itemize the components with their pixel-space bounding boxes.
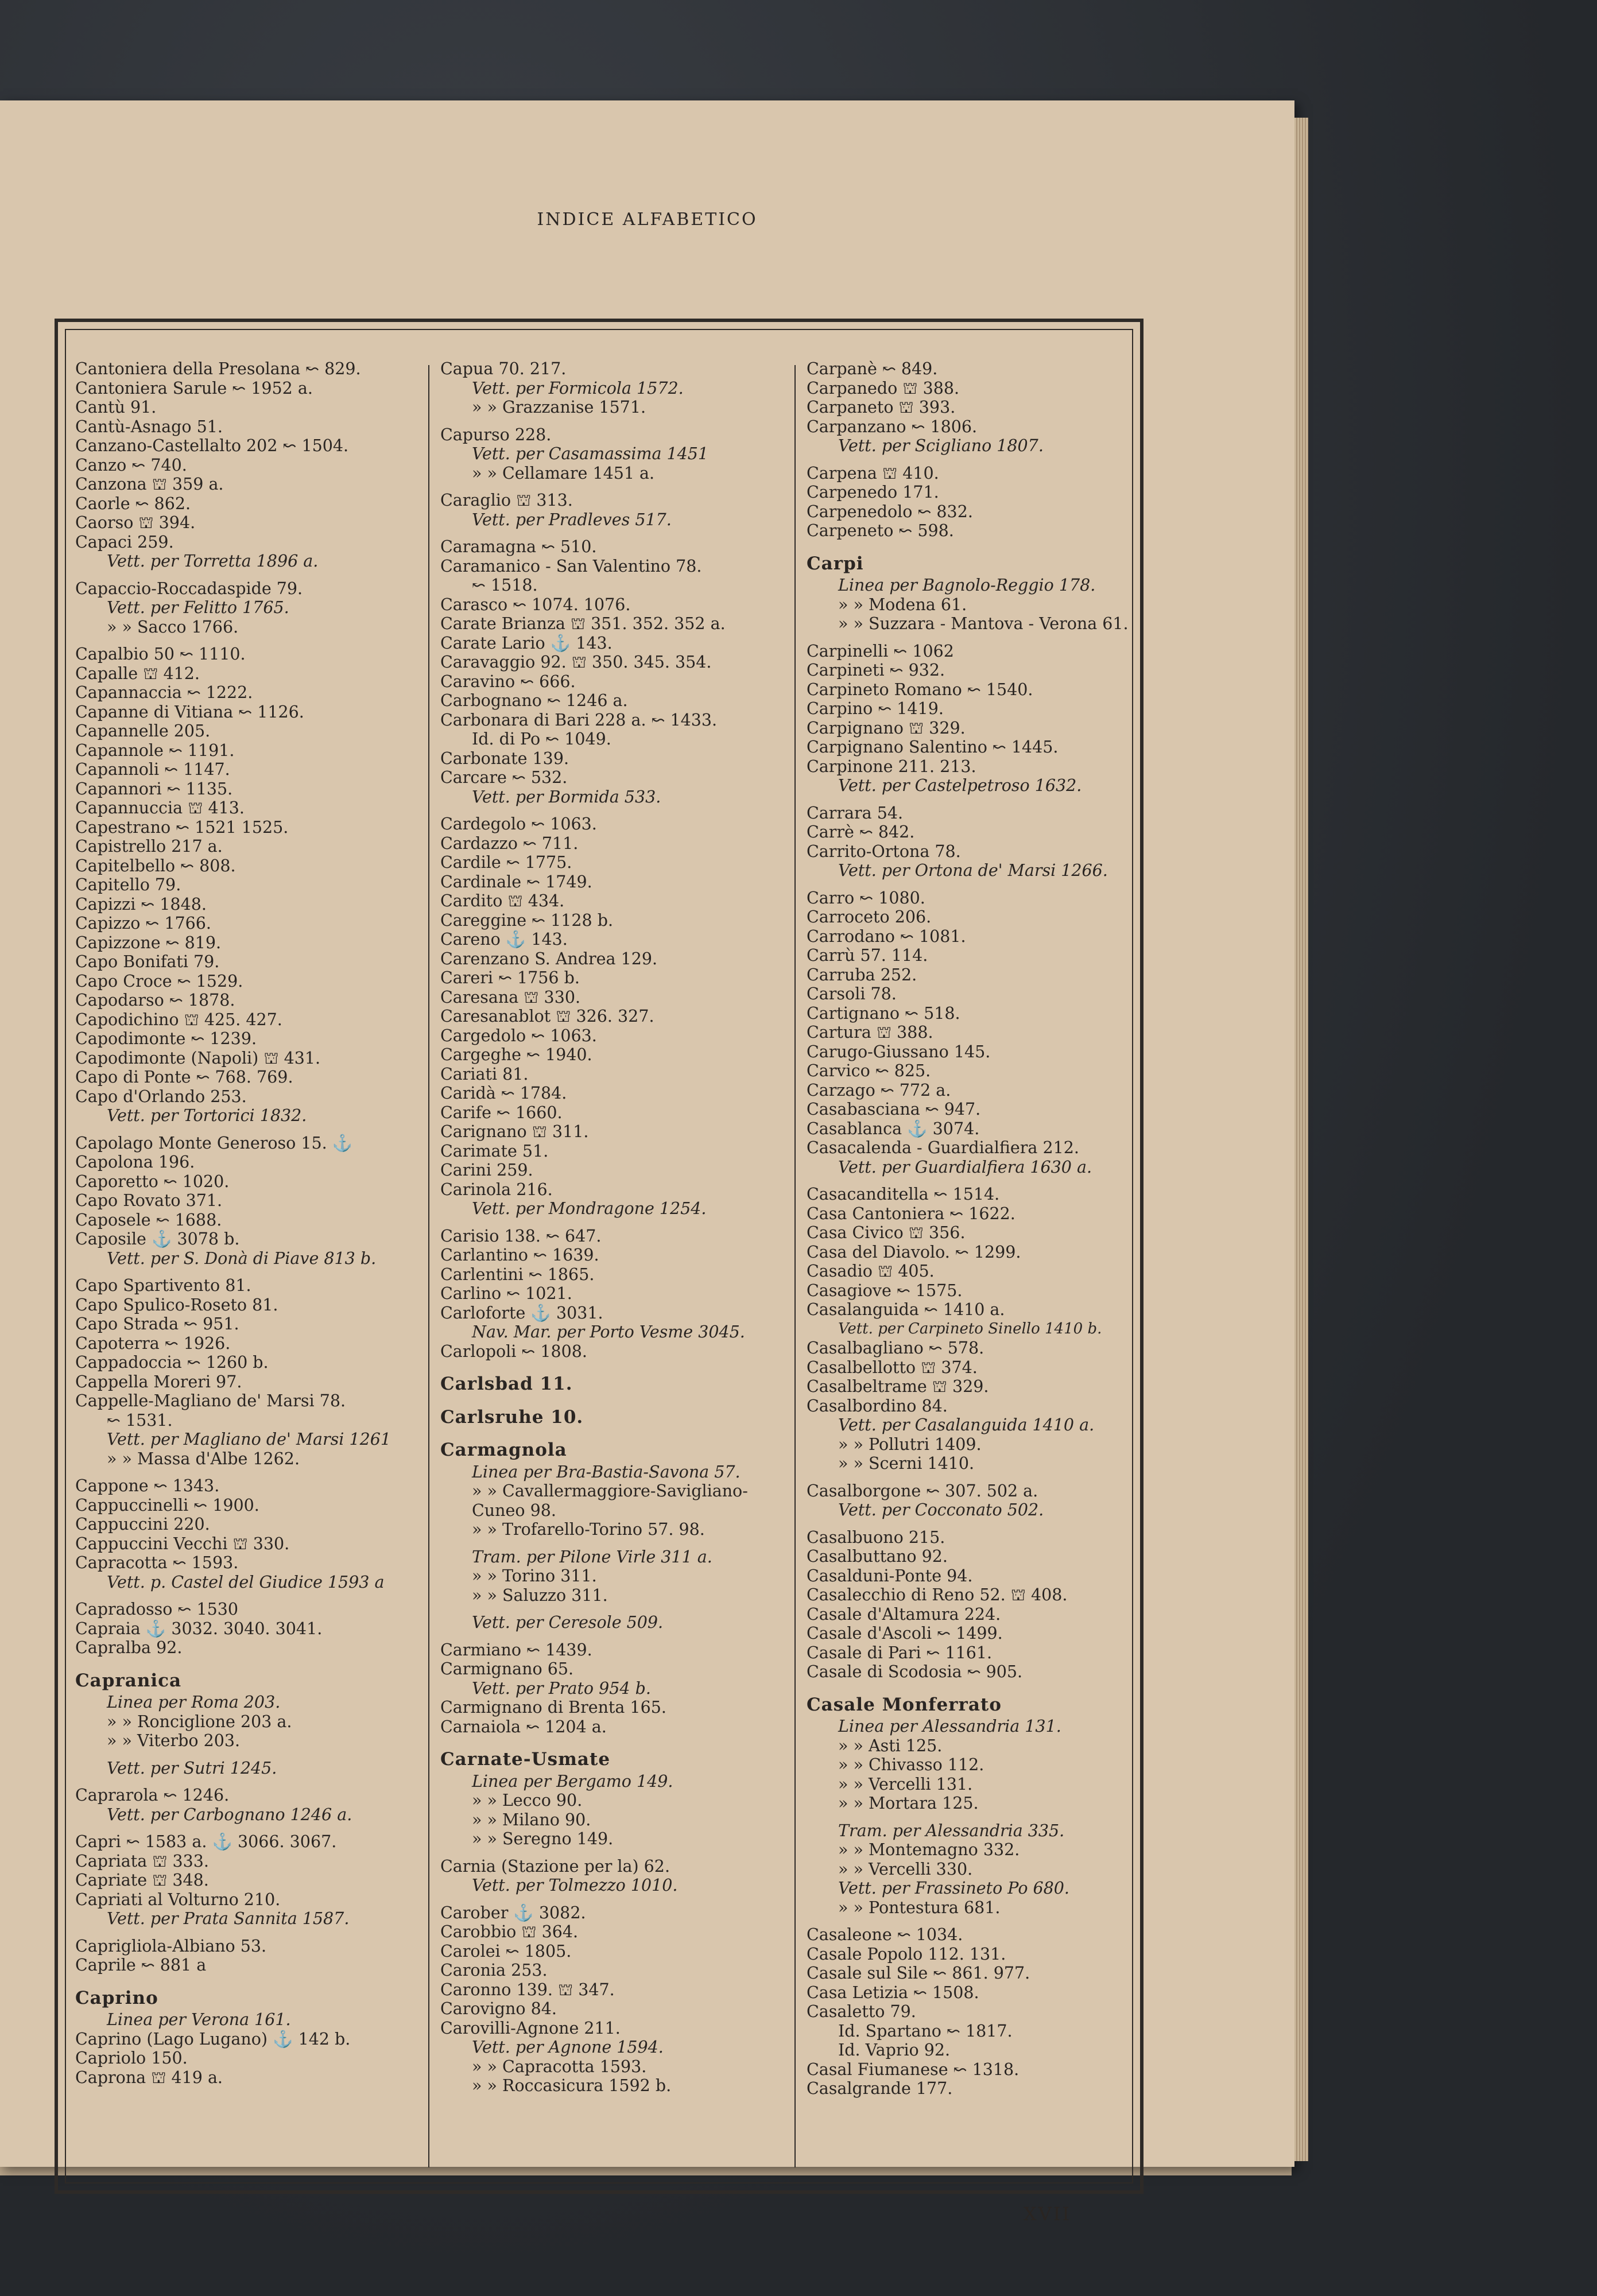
index-subentry: Vett. per Castelpetroso 1632. [838,776,1082,795]
index-subentry: Vett. per Guardialfiera 1630 a. [838,1157,1092,1177]
index-entry: Capizzone ↜ 819. [75,933,222,952]
section-heading: Carpi [807,553,864,574]
index-entry: Carrodano ↜ 1081. [807,926,966,946]
index-subentry: » » Ronciglione 203 a. [107,1712,292,1731]
index-subentry: Vett. per Pradleves 517. [472,510,672,529]
index-subentry: Vett. per Magliano de' Marsi 1261 [107,1430,391,1449]
index-entry: Casa Cantoniera ↜ 1622. [807,1204,1015,1223]
index-subentry: » » Milano 90. [472,1810,591,1829]
index-entry: Carate Brianza ⛫ 351. 352. 352 a. [440,614,726,633]
index-subentry: Vett. per Prata Sannita 1587. [107,1909,350,1928]
index-entry: Casale sul Sile ↜ 861. 977. [807,1964,1030,1983]
index-subentry: » » Vercelli 330. [838,1859,973,1879]
index-entry: Capolona 196. [75,1153,195,1172]
index-entry: Capoterra ↜ 1926. [75,1333,231,1353]
index-entry: Capitello 79. [75,875,181,894]
index-subentry: Vett. per Sutri 1245. [107,1758,277,1778]
section-heading: Casale Monferrato [807,1694,1002,1715]
index-entry: Caraglio ⛫ 313. [440,491,573,510]
index-entry: Capizzi ↜ 1848. [75,894,207,914]
index-entry: Carlantino ↜ 1639. [440,1246,599,1265]
index-entry: Carugo-Giussano 145. [807,1042,991,1061]
index-entry: Careno ⚓ 143. [440,930,568,949]
index-entry: Carenzano S. Andrea 129. [440,949,658,968]
index-subentry: » » Capracotta 1593. [472,2057,647,2076]
index-entry: Casalbordino 84. [807,1396,948,1415]
index-entry: Casalbagliano ↜ 578. [807,1339,984,1358]
index-subentry: Id. Vaprio 92. [838,2041,951,2060]
index-subentry: ↜ 1518. [472,576,538,595]
index-entry: Cardile ↜ 1775. [440,853,572,872]
index-subentry: Vett. per Cocconato 502. [838,1500,1044,1519]
index-entry: Capo Rovato 371. [75,1191,223,1210]
index-entry: Carpanzano ↜ 1806. [807,417,978,436]
index-entry: Carpenedo 171. [807,483,939,502]
index-subentry: » » Suzzara - Mantova - Verona 61. [838,614,1129,633]
index-subentry: » » Sacco 1766. [107,617,239,637]
page-number: XVII [1023,2203,1071,2225]
index-subentry: Vett. per Frassineto Po 680. [838,1879,1069,1898]
index-entry: Casa Letizia ↜ 1508. [807,1983,979,2002]
index-entry: Carpineti ↜ 932. [807,661,945,680]
index-entry: Capannoli ↜ 1147. [75,760,230,779]
index-entry: Cappella Moreri 97. [75,1372,242,1391]
column-divider [428,365,429,2167]
section-heading: Carlsbad 11. [440,1374,573,1394]
index-entry: Carpanedo ⛫ 388. [807,378,960,398]
index-entry: Carpineto Romano ↜ 1540. [807,680,1033,699]
index-entry: Carober ⚓ 3082. [440,1903,586,1922]
index-entry: Carsoli 78. [807,984,897,1003]
index-entry: Carrù 57. 114. [807,946,928,965]
index-entry: Carbognano ↜ 1246 a. [440,691,628,710]
index-entry: Carbonara di Bari 228 a. ↜ 1433. [440,710,718,730]
index-entry: Cantù 91. [75,398,157,417]
index-subentry: » » Mortara 125. [838,1794,979,1813]
section-heading: Carmagnola [440,1440,567,1460]
index-entry: Casagiove ↜ 1575. [807,1281,963,1300]
index-entry: Caporetto ↜ 1020. [75,1172,230,1191]
index-entry: Carmignano di Brenta 165. [440,1698,666,1717]
index-column-2 [440,359,785,2096]
index-subentry: Vett. per Torretta 1896 a. [107,552,319,571]
index-entry: Casacanditella ↜ 1514. [807,1185,1000,1204]
index-entry: Carate Lario ⚓ 143. [440,633,613,653]
index-entry: Carrara 54. [807,803,904,823]
index-subentry: Vett. per Agnone 1594. [472,2038,664,2057]
index-entry: Carpanè ↜ 849. [807,359,938,378]
index-subentry: ↜ 1531. [107,1410,173,1430]
index-subentry: Nav. Mar. per Porto Vesme 3045. [472,1322,745,1341]
index-subentry: » » Chivasso 112. [838,1755,984,1774]
section-heading: Capranica [75,1670,182,1691]
index-entry: Carruba 252. [807,965,917,984]
index-entry: Capizzo ↜ 1766. [75,914,211,933]
index-subentry: » » Viterbo 203. [107,1731,241,1750]
index-entry: Caresanablot ⛫ 326. 327. [440,1007,654,1026]
index-subentry: Vett. per Casalanguida 1410 a. [838,1415,1095,1434]
index-entry: Carcare ↜ 532. [440,768,568,787]
index-subentry: Vett. per Carbognano 1246 a. [107,1805,352,1824]
index-entry: Carobbio ⛫ 364. [440,1922,579,1941]
index-entry: Carpignano ⛫ 329. [807,718,966,738]
index-entry: Capestrano ↜ 1521 1525. [75,817,289,837]
index-entry: Casaleone ↜ 1034. [807,1925,963,1944]
index-entry: Capralba 92. [75,1638,183,1657]
index-entry: Carlopoli ↜ 1808. [440,1341,587,1361]
index-entry: Cargeghe ↜ 1940. [440,1045,592,1064]
index-entry: Caravino ↜ 666. [440,672,576,691]
index-entry: Cariati 81. [440,1064,529,1084]
index-entry: Casale d'Altamura 224. [807,1604,1001,1624]
index-entry: Carpenedolo ↜ 832. [807,502,973,521]
index-entry: Capradosso ↜ 1530 [75,1600,238,1619]
index-entry: Capriate ⛫ 348. [75,1871,209,1890]
index-subentry: Linea per Alessandria 131. [838,1717,1061,1736]
index-subentry: » » Modena 61. [838,595,967,614]
index-entry: Cantoniera della Presolana ↜ 829. [75,359,361,378]
index-subentry: Linea per Bergamo 149. [472,1771,673,1791]
index-entry: Carro ↜ 1080. [807,888,925,907]
index-entry: Casaletto 79. [807,2002,916,2021]
index-subentry: » » Roccasicura 1592 b. [472,2076,672,2095]
index-entry: Capannuccia ⛫ 413. [75,798,245,817]
index-subentry: Vett. per Ceresole 509. [472,1613,664,1632]
index-entry: Capodichino ⛫ 425. 427. [75,1010,282,1029]
index-entry: Casa del Diavolo. ↜ 1299. [807,1242,1021,1262]
index-entry: Capalle ⛫ 412. [75,664,200,683]
index-entry: Capannelle 205. [75,722,211,740]
index-entry: Caorso ⛫ 394. [75,513,196,532]
index-entry: Casadio ⛫ 405. [807,1262,935,1281]
index-entry: Casalbeltrame ⛫ 329. [807,1377,989,1396]
index-entry: Caprona ⛫ 419 a. [75,2068,223,2087]
index-entry: Carlentini ↜ 1865. [440,1265,595,1284]
index-entry: Cardito ⛫ 434. [440,891,565,910]
index-entry: Cappadoccia ↜ 1260 b. [75,1353,269,1372]
index-subentry: Vett. per Prato 954 b. [472,1678,651,1698]
index-entry: Casa Civico ⛫ 356. [807,1223,966,1242]
index-subentry: » » Vercelli 131. [838,1774,973,1794]
index-subentry: Vett. per Scigliano 1807. [838,436,1044,455]
index-entry: Casalecchio di Reno 52. ⛫ 408. [807,1585,1068,1604]
index-entry: Cardazzo ↜ 711. [440,833,579,853]
index-entry: Capodimonte ↜ 1239. [75,1029,257,1048]
index-entry: Cantù-Asnago 51. [75,417,223,436]
index-entry: Casacalenda - Guardialfiera 212. [807,1138,1079,1157]
index-entry: Cappelle-Magliano de' Marsi 78. [75,1391,346,1410]
index-entry: Capriata ⛫ 333. [75,1851,209,1871]
index-entry: Carpinone 211. 213. [807,757,976,776]
index-subentry: » » Torino 311. [472,1566,597,1585]
index-subentry: » » Scerni 1410. [838,1454,975,1473]
index-entry: Casale di Pari ↜ 1161. [807,1643,993,1662]
index-entry: Caronno 139. ⛫ 347. [440,1980,615,1999]
index-entry: Cargedolo ↜ 1063. [440,1026,597,1045]
index-entry: Casalduni-Ponte 94. [807,1566,973,1585]
index-entry: Carpino ↜ 1419. [807,699,944,718]
index-entry: Capodimonte (Napoli) ⛫ 431. [75,1048,321,1068]
index-entry: Carmiano ↜ 1439. [440,1640,592,1659]
section-heading: Carnate-Usmate [440,1749,611,1770]
index-entry: Casale d'Ascoli ↜ 1499. [807,1624,1003,1643]
index-entry: Canzona ⛫ 359 a. [75,475,224,494]
index-entry: Caprino (Lago Lugano) ⚓ 142 b. [75,2029,351,2049]
index-entry: Carini 259. [440,1161,533,1180]
index-subentry: Id. di Po ↜ 1049. [472,730,611,748]
index-entry: Caposile ⚓ 3078 b. [75,1230,240,1248]
index-entry: Cardinale ↜ 1749. [440,872,592,891]
book-page [0,100,1294,2225]
index-subentry: » » Pontestura 681. [838,1898,1001,1917]
index-subentry: Id. Spartano ↜ 1817. [838,2021,1013,2041]
index-subentry: » » Massa d'Albe 1262. [107,1449,300,1468]
index-subentry: Tram. per Pilone Virle 311 a. [472,1547,712,1566]
index-entry: Cappuccini 220. [75,1515,210,1534]
index-subentry: Vett. per Mondragone 1254. [472,1199,707,1218]
index-entry: Canzano-Castellalto 202 ↜ 1504. [75,436,349,455]
index-entry: Caramagna ↜ 510. [440,537,597,556]
index-entry: Carmignano 65. [440,1659,574,1678]
index-entry: Capua 70. 217. [440,359,567,378]
index-subentry: Vett. p. Castel del Giudice 1593 a [107,1572,385,1592]
index-entry: Casale Popolo 112. 131. [807,1944,1006,1964]
index-entry: Carvico ↜ 825. [807,1061,931,1080]
index-subentry: » » Cavallermaggiore-Savigliano-Cuneo 98. [472,1481,748,1520]
index-entry: Carzago ↜ 772 a. [807,1080,951,1100]
index-entry: Casalborgone ↜ 307. 502 a. [807,1481,1038,1500]
index-entry: Carbonate 139. [440,748,569,768]
index-entry: Carisio 138. ↜ 647. [440,1226,602,1246]
index-entry: Carasco ↜ 1074. 1076. [440,595,631,614]
index-entry: Careggine ↜ 1128 b. [440,910,614,930]
index-subentry: Linea per Bra-Bastia-Savona 57. [472,1462,741,1481]
index-subentry: » » Cellamare 1451 a. [472,463,655,483]
index-entry: Carroceto 206. [807,907,932,926]
index-entry: Cappuccini Vecchi ⛫ 330. [75,1534,290,1553]
index-entry: Capaccio-Roccadaspide 79. [75,579,303,598]
index-entry: Carpignano Salentino ↜ 1445. [807,738,1059,757]
index-column-1 [75,359,420,2087]
index-entry: Cappone ↜ 1343. [75,1476,220,1495]
index-entry: Casabasciana ↜ 947. [807,1100,981,1119]
index-entry: Capitelbello ↜ 808. [75,856,236,875]
index-entry: Casalbellotto ⛫ 374. [807,1358,978,1377]
index-entry: Carimate 51. [440,1141,549,1161]
index-entry: Capo Bonifati 79. [75,952,220,971]
page-title: INDICE ALFABETICO [537,210,758,230]
section-heading: Caprino [75,1987,158,2008]
index-entry: Casal Fiumanese ↜ 1318. [807,2060,1020,2079]
index-subentry: Tram. per Alessandria 335. [838,1821,1065,1840]
index-entry: Cappuccinelli ↜ 1900. [75,1495,259,1515]
index-subentry: Linea per Verona 161. [107,2010,291,2029]
index-entry: Casalbuttano 92. [807,1547,948,1566]
index-entry: Carovigno 84. [440,1999,557,2018]
index-subentry: Linea per Roma 203. [107,1693,281,1712]
index-entry: Capo Spulico-Roseto 81. [75,1295,278,1314]
index-entry: Caprarola ↜ 1246. [75,1786,230,1805]
index-entry: Capo di Ponte ↜ 768. 769. [75,1068,293,1087]
index-entry: Cantoniera Sarule ↜ 1952 a. [75,378,313,398]
index-entry: Carpeneto ↜ 598. [807,521,954,540]
column-divider [794,365,796,2167]
index-entry: Casalanguida ↜ 1410 a. [807,1300,1005,1319]
index-entry: Capriati al Volturno 210. [75,1890,281,1909]
index-entry: Capannole ↜ 1191. [75,740,235,760]
index-subentry: » » Saluzzo 311. [472,1585,608,1605]
index-entry: Capri ↜ 1583 a. ⚓ 3066. 3067. [75,1832,337,1851]
index-entry: Carpinelli ↜ 1062 [807,641,954,661]
index-entry: Caridà ↜ 1784. [440,1084,567,1103]
index-entry: Caravaggio 92. ⛫ 350. 345. 354. [440,653,712,672]
index-entry: Careri ↜ 1756 b. [440,968,580,987]
index-subentry: » » Lecco 90. [472,1791,583,1810]
index-entry: Cartignano ↜ 518. [807,1003,960,1023]
index-subentry: Vett. per Felitto 1765. [107,598,289,617]
index-entry: Carrito-Ortona 78. [807,841,961,861]
index-entry: Carolei ↜ 1805. [440,1941,572,1961]
index-subentry: » » Asti 125. [838,1736,943,1755]
index-entry: Capannori ↜ 1135. [75,779,233,798]
index-entry: Caposele ↜ 1688. [75,1210,222,1230]
index-entry: Capo Croce ↜ 1529. [75,971,243,991]
index-entry: Cardegolo ↜ 1063. [440,815,597,833]
index-subentry: » » Pollutri 1409. [838,1434,982,1454]
index-entry: Carnaiola ↜ 1204 a. [440,1717,607,1736]
index-entry: Carovilli-Agnone 211. [440,2018,621,2038]
index-entry: Carife ↜ 1660. [440,1103,563,1122]
index-column-3 [807,359,1151,2099]
index-entry: Caramanico - San Valentino 78. [440,556,702,576]
index-entry: Carloforte ⚓ 3031. [440,1303,603,1322]
index-entry: Carlino ↜ 1021. [440,1284,572,1303]
index-entry: Casalbuono 215. [807,1527,945,1547]
index-entry: Capracotta ↜ 1593. [75,1553,239,1572]
section-heading: Carlsruhe 10. [440,1406,584,1428]
index-entry: Casablanca ⚓ 3074. [807,1119,980,1138]
index-entry: Carpena ⛫ 410. [807,463,939,483]
index-entry: Carpaneto ⛫ 393. [807,398,956,417]
index-entry: Capo Spartivento 81. [75,1276,251,1295]
index-entry: Carinola 216. [440,1180,553,1199]
index-entry: Caresana ⛫ 330. [440,987,581,1007]
index-entry: Capo d'Orlando 253. [75,1087,247,1106]
index-entry: Caorle ↜ 862. [75,494,191,513]
index-subentry: Vett. per Carpineto Sinello 1410 b. [838,1320,1102,1337]
index-entry: Caronia 253. [440,1961,548,1980]
index-entry: Caprile ↜ 881 a [75,1956,207,1975]
index-entry: Canzo ↜ 740. [75,455,187,475]
index-entry: Carrè ↜ 842. [807,823,915,841]
index-entry: Capaci 259. [75,532,174,552]
index-entry: Carnia (Stazione per la) 62. [440,1856,670,1876]
index-entry: Capanne di Vitiana ↜ 1126. [75,702,304,722]
index-entry: Casale di Scodosia ↜ 905. [807,1662,1023,1681]
index-subentry: Vett. per Casamassima 1451 [472,444,709,463]
index-subentry: Vett. per Bormida 533. [472,787,661,806]
index-entry: Capurso 228. [440,425,552,444]
index-entry: Capistrello 217 a. [75,837,223,856]
index-frame [55,319,1144,2225]
index-subentry: Vett. per Ortona de' Marsi 1266. [838,861,1108,880]
index-subentry: » » Trofarello-Torino 57. 98. [472,1520,705,1539]
index-entry: Capodarso ↜ 1878. [75,991,235,1010]
index-subentry: » » Seregno 149. [472,1829,614,1848]
page-stack-edge [1294,118,1308,2161]
index-entry: Capriolo 150. [75,2049,188,2068]
index-subentry: » » Montemagno 332. [838,1840,1020,1859]
index-entry: Capraia ⚓ 3032. 3040. 3041. [75,1619,323,1638]
index-entry: Casalgrande 177. [807,2079,953,2098]
index-entry: Capalbio 50 ↜ 1110. [75,645,246,664]
index-entry: Cartura ⛫ 388. [807,1023,933,1042]
index-subentry: Linea per Bagnolo-Reggio 178. [838,576,1096,595]
index-entry: Capolago Monte Generoso 15. ⚓ [75,1133,353,1153]
index-subentry: Vett. per Tortorici 1832. [107,1106,307,1125]
index-subentry: Vett. per S. Donà di Piave 813 b. [107,1248,377,1268]
index-entry: Capo Strada ↜ 951. [75,1314,239,1333]
index-entry: Carignano ⛫ 311. [440,1122,589,1141]
index-subentry: Vett. per Tolmezzo 1010. [472,1876,678,1895]
index-subentry: Vett. per Formicola 1572. [472,378,684,398]
index-entry: Capannaccia ↜ 1222. [75,683,253,702]
index-subentry: » » Grazzanise 1571. [472,398,646,417]
index-entry: Caprigliola-Albiano 53. [75,1936,267,1956]
